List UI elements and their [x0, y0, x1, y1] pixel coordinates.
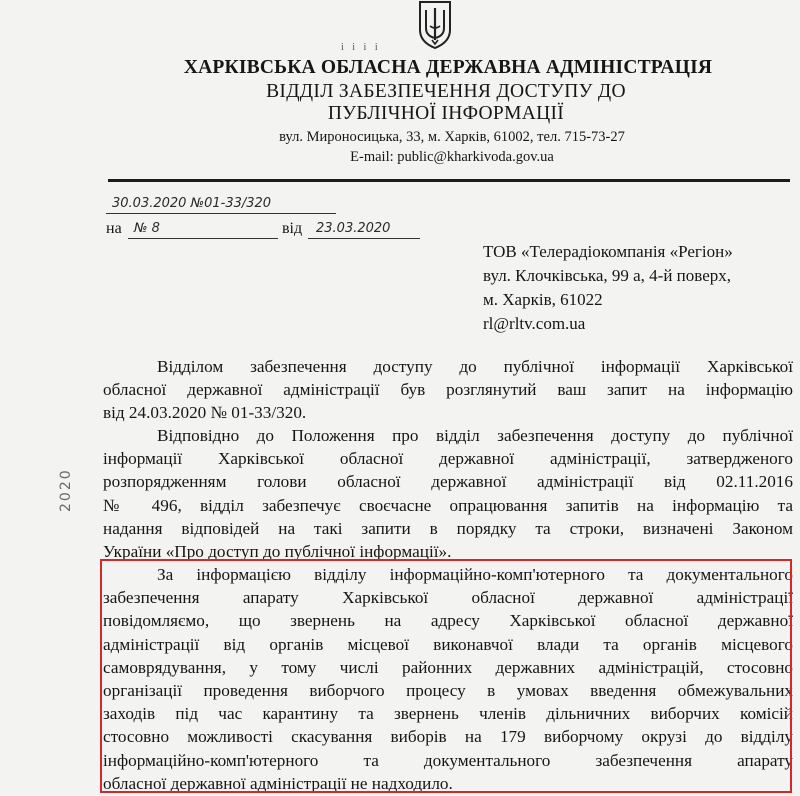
department-name-line-1: ВІДДІЛ ЗАБЕЗПЕЧЕННЯ ДОСТУПУ ДО [266, 81, 626, 102]
recipient-name: ТОВ «Телерадіокомпанія «Регіон» [483, 242, 733, 261]
text-line: розпорядженням голови обласної державної адміністрації від 02.11.2016 [103, 472, 793, 492]
reply-to-label: на [106, 220, 122, 237]
text-line: № 496, відділ забезпечує своєчасне опрацювання запитів на інформацію та [103, 495, 793, 515]
recipient-street: вул. Клочківська, 99 а, 4-й поверх, [483, 266, 731, 285]
highlight-box [100, 559, 792, 793]
letterhead-divider [108, 179, 790, 182]
reply-to-number-line [128, 238, 278, 239]
text-line: інформації Харківської обласної державної адміністрації, затвердженого [103, 449, 793, 469]
reply-date-label: від [282, 220, 303, 237]
text-line: стосовно можливості скасування виборів на 179 виборчому окрузі до відділу [103, 727, 793, 747]
text-line: За інформацією відділу інформаційно-комп'ютерного та документального [157, 565, 793, 584]
coat-of-arms-trident-icon [416, 0, 454, 50]
stamp-marks: і і і і [341, 42, 381, 53]
department-name-line-2: ПУБЛІЧНОЇ ІНФОРМАЦІЇ [327, 103, 565, 124]
text-line: надання відповідей на такі запити в порядку та строки, визначені Законом [103, 518, 793, 538]
text-line: від 24.03.2020 № 01-33/320. [103, 403, 307, 423]
recipient-city: м. Харків, 61022 [483, 290, 603, 309]
reply-to-number: № 8 [134, 221, 160, 236]
recipient-email: rl@rltv.com.ua [483, 314, 586, 333]
text-line: України «Про доступ до публічної інформації». [103, 541, 452, 561]
text-line: інформаційно-комп'ютерного та документального забезпечення апарату [103, 750, 793, 770]
organization-name: ХАРКІВСЬКА ОБЛАСНА ДЕРЖАВНА АДМІНІСТРАЦІЯ [183, 57, 713, 78]
paragraph-legal-basis [103, 424, 793, 563]
department-email: E-mail: public@kharkivoda.gov.ua [350, 149, 554, 165]
text-line: забезпечення апарату Харківської обласної державної адміністрації [103, 588, 793, 608]
text-line: Відповідно до Положення про відділ забезпечення доступу до публічної [157, 426, 793, 445]
reply-date: 23.03.2020 [316, 221, 391, 236]
text-line: повідомляємо, що звернень на адресу Харківської обласної державної [103, 611, 793, 631]
margin-number: 2020 [58, 468, 74, 512]
text-line: самоврядування, у тому числі районних державних адміністрацій, стосовно [103, 657, 793, 677]
reply-date-line [308, 238, 420, 239]
outgoing-number: 30.03.2020 №01-33/320 [112, 196, 272, 211]
text-line: обласної державної адміністрації був розглянутий ваш запит на інформацію [103, 380, 793, 400]
text-line: Відділом забезпечення доступу до публічної інформації Харківської [157, 357, 793, 376]
text-line: організації проведення виборчого процесу в умовах введення обмежувальних [103, 680, 793, 700]
text-line: обласної державної адміністрації не надходило. [103, 773, 453, 793]
text-line: адміністрації від органів місцевої виконавчої влади та органів місцевого [103, 634, 793, 654]
outgoing-number-line [106, 213, 336, 214]
text-line: заходів під час карантину та звернень членів дільничних виборчих комісій [103, 704, 793, 724]
paragraph-request-review [103, 355, 793, 425]
department-address: вул. Мироносицька, 33, м. Харків, 61002, тел. 715-73-27 [279, 129, 625, 145]
